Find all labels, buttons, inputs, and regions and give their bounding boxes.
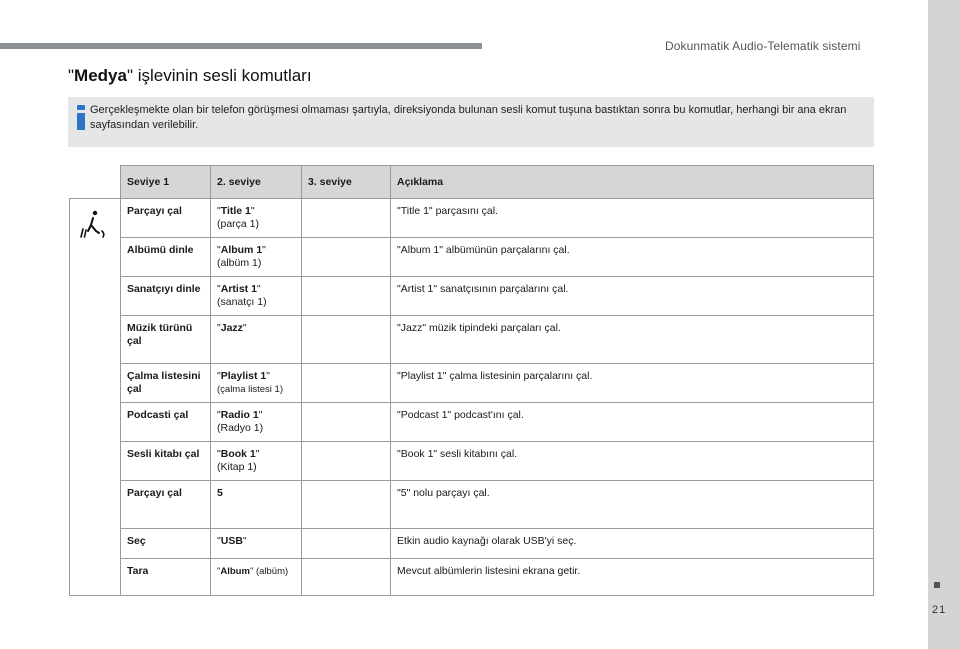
row-level-2: "Book 1" (Kitap 1) (211, 442, 302, 481)
row-description: "Jazz" müzik tipindeki parçaları çal. (391, 316, 874, 364)
row-level-1: Parçayı çal (121, 199, 211, 238)
side-strip (928, 0, 960, 649)
table-header-row (70, 166, 874, 199)
title-quote-open: " (68, 66, 75, 85)
section-title (68, 66, 312, 86)
title-rest: " işlevinin sesli komutları (126, 66, 312, 85)
header-level-3: 3. seviye (302, 166, 391, 199)
row-level-2: "Album" (albüm) (211, 559, 302, 596)
row-level-2: "Album 1" (albüm 1) (211, 238, 302, 277)
row-level-3 (302, 403, 391, 442)
info-box (68, 97, 874, 147)
table-row (70, 199, 874, 238)
row-level-3 (302, 481, 391, 529)
row-description: Etkin audio kaynağı olarak USB'yi seç. (391, 529, 874, 559)
title-bold: Medya (74, 66, 127, 85)
row-description: "Podcast 1" podcast'ını çal. (391, 403, 874, 442)
row-level-1: Seç (121, 529, 211, 559)
row-level-1: Çalma listesini çal (121, 364, 211, 403)
row-level-3 (302, 559, 391, 596)
row-level-2: "Jazz" (211, 316, 302, 364)
table-row (70, 277, 874, 316)
table-row (70, 442, 874, 481)
row-level-2: "Artist 1" (sanatçı 1) (211, 277, 302, 316)
table-row (70, 559, 874, 596)
row-description: "Album 1" albümünün parçalarını çal. (391, 238, 874, 277)
row-level-1: Podcasti çal (121, 403, 211, 442)
info-icon (76, 105, 86, 131)
voice-icon-cell (70, 199, 121, 596)
row-level-1: Albümü dinle (121, 238, 211, 277)
row-level-3 (302, 277, 391, 316)
header-title: Dokunmatik Audio-Telematik sistemi (665, 39, 861, 53)
table-row (70, 364, 874, 403)
row-description: "Playlist 1" çalma listesinin parçalarını çal. (391, 364, 874, 403)
header-level-2: 2. seviye (211, 166, 302, 199)
voice-commands-table (69, 165, 874, 596)
row-level-1: Sanatçıyı dinle (121, 277, 211, 316)
row-level-3 (302, 529, 391, 559)
row-description: "Book 1" sesli kitabını çal. (391, 442, 874, 481)
row-description: "5" nolu parçayı çal. (391, 481, 874, 529)
table-row (70, 316, 874, 364)
header-level-1: Seviye 1 (121, 166, 211, 199)
page-number: 21 (932, 604, 947, 616)
row-level-2: "Playlist 1" (çalma listesi 1) (211, 364, 302, 403)
header-bar (0, 43, 482, 49)
row-level-3 (302, 364, 391, 403)
row-level-2: 5 (211, 481, 302, 529)
row-level-1: Tara (121, 559, 211, 596)
row-description: "Artist 1" sanatçısının parçalarını çal. (391, 277, 874, 316)
row-level-2: "Radio 1" (Radyo 1) (211, 403, 302, 442)
row-level-3 (302, 238, 391, 277)
row-level-3 (302, 316, 391, 364)
row-level-1: Müzik türünü çal (121, 316, 211, 364)
header-description: Açıklama (391, 166, 874, 199)
row-description: Mevcut albümlerin listesini ekrana getir. (391, 559, 874, 596)
header-empty-cell (70, 166, 121, 199)
row-level-1: Parçayı çal (121, 481, 211, 529)
voice-command-icon (78, 209, 108, 241)
row-description: "Title 1" parçasını çal. (391, 199, 874, 238)
row-level-2: "USB" (211, 529, 302, 559)
table-row (70, 529, 874, 559)
row-level-2: "Title 1" (parça 1) (211, 199, 302, 238)
info-text: Gerçekleşmekte olan bir telefon görüşmesi olmaması şartıyla, direksiyonda bulunan sesli komut tuşuna bastıktan sonra bu komutlar, herhangi bir ana ekran sayfasından verilebilir. (90, 104, 847, 131)
side-marker (934, 582, 940, 588)
row-level-3 (302, 199, 391, 238)
table-row (70, 403, 874, 442)
table-row (70, 238, 874, 277)
row-level-1: Sesli kitabı çal (121, 442, 211, 481)
row-level-3 (302, 442, 391, 481)
table-row (70, 481, 874, 529)
